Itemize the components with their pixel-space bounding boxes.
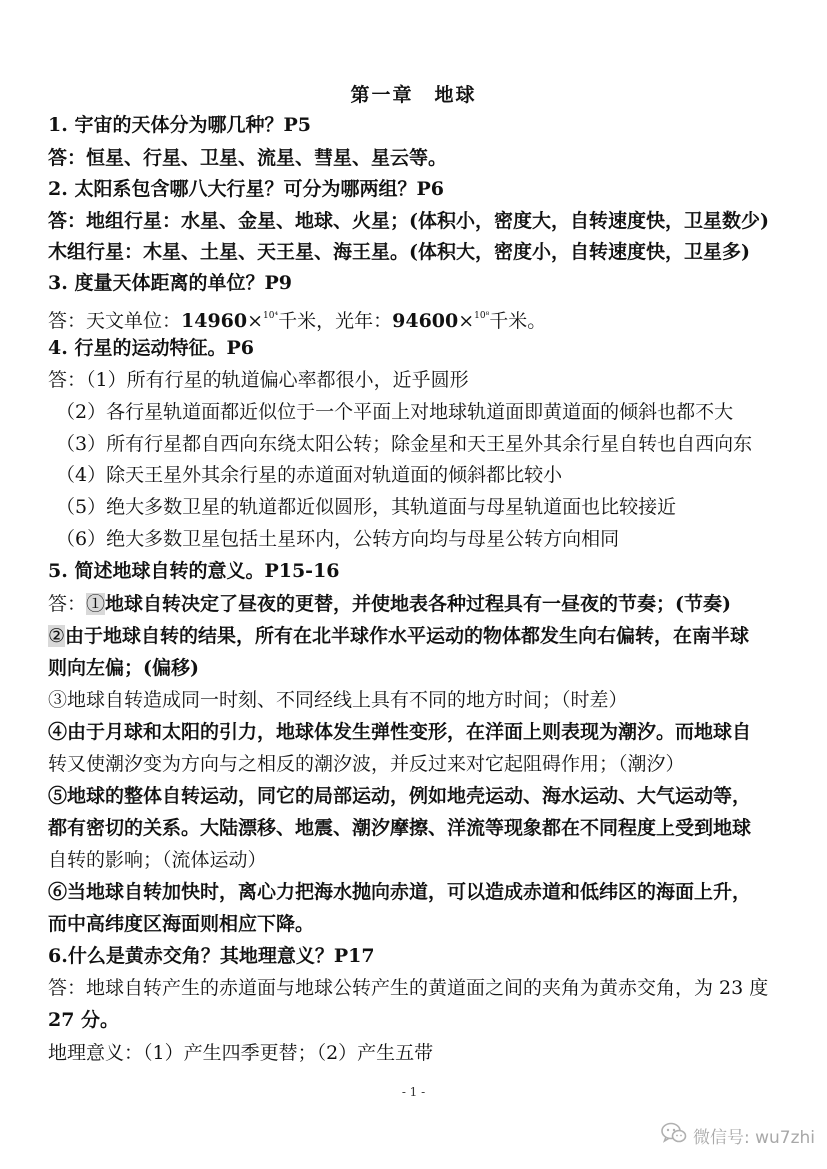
question-5: 5. 简述地球自转的意义。P15-16 [48, 560, 340, 582]
answer-5-item-3: ③地球自转造成同一时刻、不同经线上具有不同的地方时间；（时差） [48, 689, 628, 711]
question-4: 4. 行星的运动特征。P6 [48, 337, 254, 359]
answer-4-line-3: （3）所有行星都自西向东绕太阳公转；除金星和天王星外其余行星自转也自西向东 [56, 433, 753, 455]
watermark-text: 微信号: wu7zhi [692, 1127, 815, 1148]
au-value: 14960 [181, 310, 248, 332]
answer-5-item-5-line-2: 都有密切的关系。大陆漂移、地震、潮汐摩擦、洋流等现象都在不同程度上受到地球 [48, 817, 752, 839]
answer-5-item-4-line-2: 转又使潮汐变为方向与之相反的潮汐波，并反过来对它起阻碍作用；（潮汐） [48, 753, 685, 775]
answer-5-item-1-text: 地球自转决定了昼夜的更替，并使地表各种过程具有一昼夜的节奏；(节奏) [105, 593, 732, 615]
answer-5-item-1 [48, 592, 731, 616]
answer-5-item-5-line-3: 自转的影响；（流体运动） [48, 849, 267, 871]
au-unit: 千米，光年： [278, 310, 393, 332]
question-1: 1. 宇宙的天体分为哪几种？P5 [48, 114, 311, 136]
page-number: - 1 - [401, 1085, 426, 1099]
answer-6-line-3: 地理意义：（1）产生四季更替；（2）产生五带 [48, 1042, 434, 1064]
answer-5-item-2 [48, 624, 749, 648]
highlighted-mark-2: ② [48, 625, 66, 647]
answer-5-prefix: 答： [48, 593, 87, 615]
answer-4-line-4: （4）除天王星外其余行星的赤道面对轨道面的倾斜都比较小 [56, 464, 563, 486]
answer-5-item-5-line-1: ⑤地球的整体自转运动，同它的局部运动，例如地壳运动、海水运动、大气运动等， [48, 785, 752, 807]
answer-4-line-1: 答：（1）所有行星的轨道偏心率都很小，近乎圆形 [48, 369, 469, 391]
answer-3-prefix: 答：天文单位： [48, 310, 182, 332]
answer-2-line-2: 木组行星：木星、土星、天王星、海王星。(体积大，密度小，自转速度快，卫星多) [48, 241, 750, 263]
ly-exponent: 10⁸ [474, 311, 490, 321]
highlighted-mark-1: ① [86, 593, 106, 615]
au-exponent: 10⁴ [263, 311, 279, 321]
answer-5-item-6-line-1: ⑥当地球自转加快时，离心力把海水抛向赤道，可以造成赤道和低纬区的海面上升， [48, 881, 752, 903]
question-2: 2. 太阳系包含哪八大行星？可分为哪两组？P6 [48, 178, 444, 200]
watermark [661, 1122, 815, 1148]
answer-6-line-2: 27 分。 [48, 1009, 120, 1031]
answer-5-item-2-text: 由于地球自转的结果，所有在北半球作水平运动的物体都发生向右偏转，在南半球 [65, 625, 750, 647]
chapter-title: 第一章 地球 [350, 84, 477, 106]
times-sign: × [247, 310, 264, 332]
answer-5-item-6-line-2: 而中高纬度区海面则相应下降。 [48, 913, 315, 935]
answer-6-line-1: 答：地球自转产生的赤道面与地球公转产生的黄道面之间的夹角为黄赤交角，为 23 度 [48, 977, 769, 999]
answer-4-line-6: （6）绝大多数卫星包括土星环内，公转方向均与母星公转方向相同 [56, 528, 620, 550]
answer-5-item-2-cont: 则向左偏；(偏移) [48, 657, 199, 679]
answer-5-item-4-line-1: ④由于月球和太阳的引力，地球体发生弹性变形，在洋面上则表现为潮汐。而地球自 [48, 721, 752, 743]
answer-4-line-2: （2）各行星轨道面都近似位于一个平面上对地球轨道面即黄道面的倾斜也都不大 [56, 401, 734, 423]
answer-4-line-5: （5）绝大多数卫星的轨道都近似圆形，其轨道面与母星轨道面也比较接近 [56, 496, 677, 518]
ly-unit: 千米。 [489, 310, 547, 332]
wechat-icon [661, 1122, 687, 1149]
question-6: 6.什么是黄赤交角？其地理意义？P17 [48, 945, 375, 967]
answer-2-line-1: 答：地组行星：水星、金星、地球、火星；(体积小，密度大，自转速度快，卫星数少) [48, 210, 769, 232]
times-sign: × [458, 310, 475, 332]
ly-value: 94600 [392, 310, 459, 332]
answer-3 [48, 304, 546, 333]
answer-1: 答：恒星、行星、卫星、流星、彗星、星云等。 [48, 147, 448, 169]
question-3: 3. 度量天体距离的单位？P9 [48, 272, 292, 294]
